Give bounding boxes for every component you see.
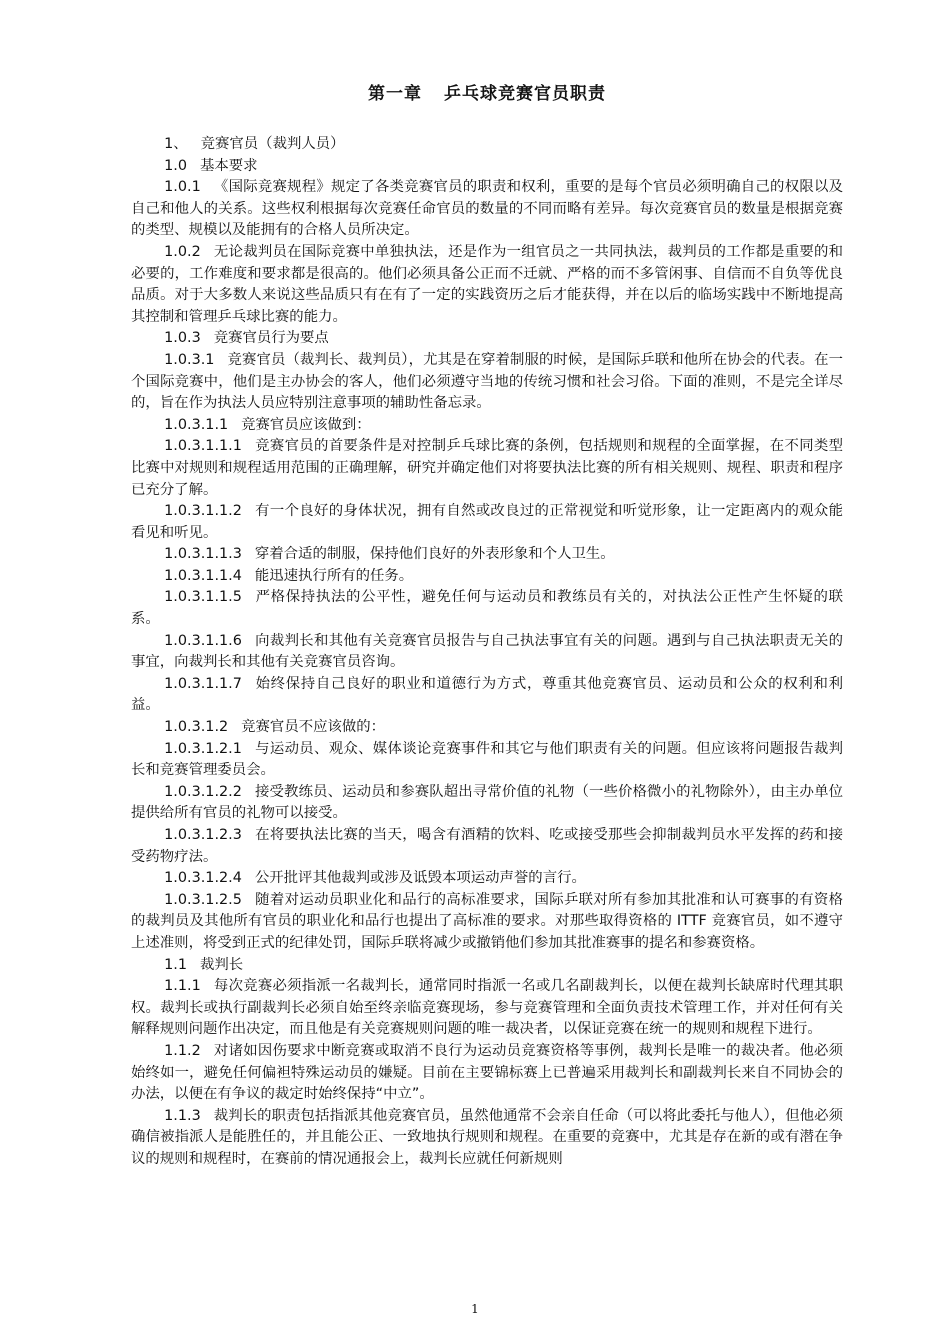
section-number: 1.0 <box>164 157 187 174</box>
paragraph <box>131 631 843 674</box>
paragraph <box>131 501 843 544</box>
paragraph <box>131 242 843 328</box>
paragraph-text: 《国际竞赛规程》规定了各类竞赛官员的职责和权利，重要的是每个官员必须明确自己的权限以及自己和他人的关系。这些权利根据每次竞赛任命官员的数量的不同而略有差异。每次竞赛官员的数量是根据竞赛的类型、规模以及能拥有的合格人员所决定。 <box>131 179 843 239</box>
section-number: 1.0.3.1.1.2 <box>164 503 242 520</box>
section-number: 1.0.3.1.1 <box>164 416 229 433</box>
section-number: 1.0.3.1.1.5 <box>164 589 242 606</box>
paragraph <box>131 587 843 630</box>
section-number: 1、 <box>164 136 188 152</box>
section-number: 1.1.3 <box>164 1107 201 1124</box>
paragraph <box>131 782 843 825</box>
section-number: 1.0.3.1.2.1 <box>164 740 242 757</box>
paragraph-text: 竞赛官员行为要点 <box>213 330 329 347</box>
paragraph-text: 向裁判长和其他有关竞赛官员报告与自己执法事宜有关的问题。遇到与自己执法职责无关的事宜，向裁判长和其他有关竞赛官员咨询。 <box>131 632 843 671</box>
page-number: 1 <box>471 1302 479 1316</box>
paragraph <box>131 717 843 739</box>
section-number: 1.1.2 <box>164 1042 201 1059</box>
paragraph-text: 裁判长 <box>199 956 244 973</box>
section-number: 1.0.1 <box>164 179 201 196</box>
paragraph <box>131 955 843 977</box>
paragraph-text: 竞赛官员不应该做的： <box>241 719 386 736</box>
paragraph <box>131 328 843 350</box>
paragraph <box>131 156 843 178</box>
paragraph-text: 竞赛官员的首要条件是对控制乒乓球比赛的条例，包括规则和规程的全面掌握，在不同类型比赛中对规则和规程适用范围的正确理解，研究并确定他们对将要执法比赛的所有相关规则、规程、职责和程序已充分了解。 <box>131 438 843 498</box>
section-number: 1.1 <box>164 956 187 973</box>
section-number: 1.0.3.1.1.3 <box>164 546 242 563</box>
paragraph <box>131 825 843 868</box>
paragraph-text: 公开批评其他裁判或涉及诋毁本项运动声誉的言行。 <box>254 870 586 887</box>
section-number: 1.0.3.1.1.1 <box>164 438 242 455</box>
paragraph-text: 对诸如因伤要求中断竞赛或取消不良行为运动员竞赛资格等事例，裁判长是唯一的裁决者。他必须始终如一，避免任何偏袒特殊运动员的嫌疑。目前在主要锦标赛上已普遍采用裁判长和副裁判长来自不同协会的办法，以便在有争议的裁定时始终保持“中立”。 <box>131 1042 843 1103</box>
paragraph-text: 基本要求 <box>199 157 258 174</box>
paragraph-text: 无论裁判员在国际竞赛中单独执法，还是作为一组官员之一共同执法，裁判员的工作都是重要的和必要的，工作难度和要求都是很高的。他们必须具备公正而不迁就、严格的而不多管闲事、自信而不自负等优良品质。对于大多数人来说这些品质只有在有了一定的实践资历之后才能获得，并在以后的临场实践中不断地提高其控制和管理乒乓球比赛的能力。 <box>131 243 843 325</box>
section-number: 1.0.3 <box>164 330 201 347</box>
section-number: 1.0.2 <box>164 243 201 260</box>
section-number: 1.0.3.1.1.7 <box>164 675 242 692</box>
paragraph-text: 竞赛官员应该做到： <box>241 416 371 433</box>
paragraph-text: 竞赛官员（裁判人员） <box>200 136 345 152</box>
chapter-title <box>131 80 843 108</box>
paragraph-text: 能迅速执行所有的任务。 <box>254 567 414 584</box>
section-number: 1.0.3.1.2.5 <box>164 891 242 908</box>
paragraph-text: 随着对运动员职业化和品行的高标准要求，国际乒联对所有参加其批准和认可赛事的有资格的裁判员及其他所有官员的职业化和品行也提出了高标准的要求。对那些取得资格的 ITTF 竞赛官员，如不遵守上述准则，将受到正式的纪律处罚，国际乒联将减少或撤销他们参加其批准赛事的提名和参赛资格。 <box>131 891 843 951</box>
paragraph <box>131 890 843 955</box>
paragraph-text: 有一个良好的身体状况，拥有自然或改良过的正常视觉和听觉形象，让一定距离内的观众能看见和听见。 <box>131 503 843 541</box>
paragraph <box>131 544 843 566</box>
paragraph <box>131 674 843 717</box>
section-number: 1.0.3.1.2.3 <box>164 827 242 843</box>
paragraph <box>131 177 843 242</box>
paragraph-text: 穿着合适的制服，保持他们良好的外表形象和个人卫生。 <box>254 546 615 563</box>
paragraph <box>131 868 843 890</box>
paragraph-text: 始终保持自己良好的职业和道德行为方式，尊重其他竞赛官员、运动员和公众的权利和利益。 <box>131 675 843 714</box>
section-number: 1.1.1 <box>164 978 201 995</box>
paragraph <box>131 415 843 437</box>
document-page <box>131 80 843 1171</box>
section-number: 1.0.3.1 <box>164 351 215 368</box>
paragraph <box>131 436 843 501</box>
paragraph-text: 接受教练员、运动员和参赛队超出寻常价值的礼物（一些价格微小的礼物除外），由主办单位提供给所有官员的礼物可以接受。 <box>131 783 843 822</box>
paragraph <box>131 566 843 588</box>
paragraph-text: 竞赛官员（裁判长、裁判员），尤其是在穿着制服的时候，是国际乒联和他所在协会的代表。在一个国际竞赛中，他们是主办协会的客人，他们必须遵守当地的传统习惯和社会习俗。下面的准则，不是完全详尽的，旨在作为执法人员应特别注意事项的辅助性备忘录。 <box>131 351 843 412</box>
paragraph <box>131 350 843 415</box>
paragraph <box>131 134 843 156</box>
paragraph-text: 严格保持执法的公平性，避免任何与运动员和教练员有关的，对执法公正性产生怀疑的联系。 <box>131 589 843 628</box>
chapter-heading: 乒乓球竞赛官员职责 <box>444 84 606 104</box>
section-number: 1.0.3.1.1.6 <box>164 632 242 649</box>
section-number: 1.0.3.1.2.2 <box>164 783 242 800</box>
paragraph-text: 裁判长的职责包括指派其他竞赛官员，虽然他通常不会亲自任命（可以将此委托与他人），但他必须确信被指派人是能胜任的，并且能公正、一致地执行规则和规程。在重要的竞赛中，尤其是存在新的或有潜在争议的规则和规程时，在赛前的情况通报会上，裁判长应就任何新规则 <box>131 1107 843 1167</box>
paragraph-text: 与运动员、观众、媒体谈论竞赛事件和其它与他们职责有关的问题。但应该将问题报告裁判长和竞赛管理委员会。 <box>131 740 843 779</box>
paragraph-text: 每次竞赛必须指派一名裁判长，通常同时指派一名或几名副裁判长，以便在裁判长缺席时代理其职权。裁判长或执行副裁判长必须自始至终亲临竞赛现场，参与竞赛管理和全面负责技术管理工作，并对任何有关解释规则问题作出决定，而且他是有关竞赛规则问题的唯一裁决者，以保证竞赛在统一的规则和规程下进行。 <box>131 978 843 1038</box>
paragraph <box>131 976 843 1041</box>
paragraph-text: 在将要执法比赛的当天，喝含有酒精的饮料、吃或接受那些会抑制裁判员水平发挥的药和接受药物疗法。 <box>131 827 843 865</box>
section-number: 1.0.3.1.2 <box>164 719 229 736</box>
paragraph <box>131 739 843 782</box>
paragraph <box>131 1041 843 1106</box>
paragraph <box>131 1106 843 1171</box>
document-body <box>131 134 843 1171</box>
section-number: 1.0.3.1.2.4 <box>164 870 242 887</box>
section-number: 1.0.3.1.1.4 <box>164 567 242 584</box>
chapter-number: 第一章 <box>368 84 422 104</box>
